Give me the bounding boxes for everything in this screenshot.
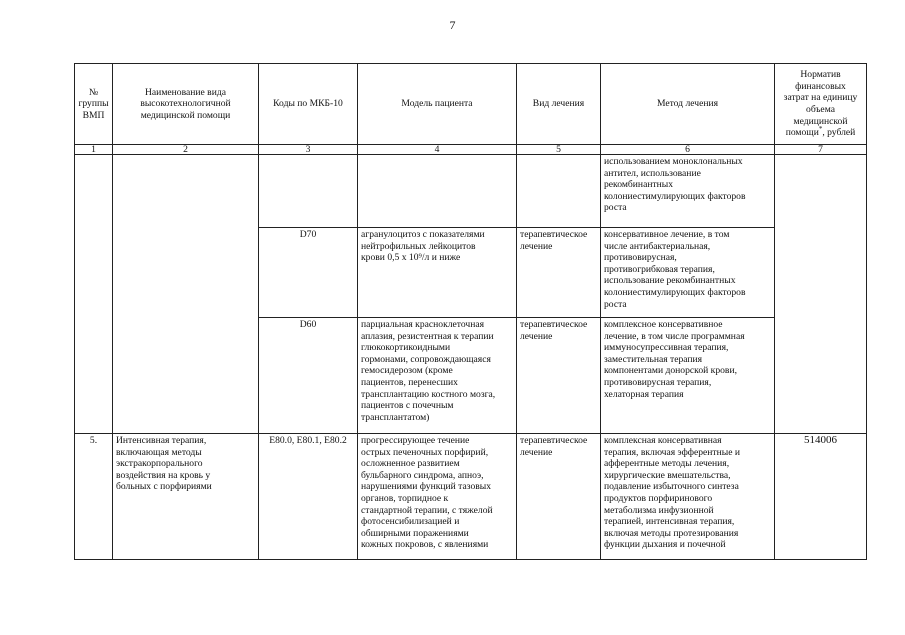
- column-number: 3: [259, 145, 358, 155]
- treatment-type-cell: терапевтическое лечение: [517, 318, 601, 434]
- treatment-method-cell: использованием моноклональных антител, использование рекомбинантных колониестимулирующих факторов роста: [601, 155, 775, 228]
- page-number: 7: [449, 18, 456, 32]
- group-number-cell: 5.: [75, 434, 113, 560]
- column-number: 2: [113, 145, 259, 155]
- header-patient-model: Модель пациента: [358, 64, 517, 145]
- treatment-method-cell: комплексная консервативная терапия, включая эфферентные и афферентные методы лечения, хирургические вмешательства, подавление избыточного синтеза продуктов порфиринового метаболизма инфузионной терапией, интенсивная терапия, включая методы протезирования функции дыхания и почечной: [601, 434, 775, 560]
- vmp-name-cell: [113, 155, 259, 434]
- header-icd-codes: Коды по МКБ-10: [259, 64, 358, 145]
- icd-codes-cell: D60: [259, 318, 358, 434]
- treatment-type-cell: [517, 155, 601, 228]
- patient-model-cell: [358, 155, 517, 228]
- column-number: 4: [358, 145, 517, 155]
- treatment-method-cell: консервативное лечение, в том числе антибактериальная, противовирусная, противогрибковая терапия, использование рекомбинантных колониестимулирующих факторов роста: [601, 228, 775, 318]
- icd-codes-cell: [259, 155, 358, 228]
- vmp-table: [74, 63, 867, 560]
- header-row: [75, 64, 867, 145]
- column-number: 6: [601, 145, 775, 155]
- patient-model-cell: парциальная красноклеточная аплазия, резистентная к терапии глюкокортикоидными гормонами, сопровождающаяся гемосидерозом (кроме пациентов, перенесших трансплантацию костного мозга, пациентов с почечным трансплантатом): [358, 318, 517, 434]
- header-cost-norm: Норматив финансовых затрат на единицу объема медицинской помощи*, рублей: [775, 64, 867, 145]
- column-number: 7: [775, 145, 867, 155]
- table-row: [75, 155, 867, 228]
- treatment-type-cell: терапевтическое лечение: [517, 228, 601, 318]
- table-row: [75, 434, 867, 560]
- icd-codes-cell: E80.0, E80.1, E80.2: [259, 434, 358, 560]
- patient-model-cell: прогрессирующее течение острых печеночных порфирий, осложненное развитием бульбарного синдрома, апноэ, нарушениями функций тазовых органов, торпидное к стандартной терапии, с тяжелой фотосенсибилизацией и обширными поражениями кожных покровов, с явлениями: [358, 434, 517, 560]
- header-vmp-name: Наименование вида высокотехнологичной медицинской помощи: [113, 64, 259, 145]
- header-treatment-type: Вид лечения: [517, 64, 601, 145]
- column-number-row: [75, 145, 867, 155]
- icd-codes-cell: D70: [259, 228, 358, 318]
- treatment-method-cell: комплексное консервативное лечение, в том числе программная иммуносупрессивная терапия, заместительная терапия компонентами донорской крови, противовирусная терапия, хелаторная терапия: [601, 318, 775, 434]
- column-number: 5: [517, 145, 601, 155]
- patient-model-cell: агранулоцитоз с показателями нейтрофильных лейкоцитов крови 0,5 x 10⁹/л и ниже: [358, 228, 517, 318]
- cost-norm-cell: [775, 155, 867, 434]
- column-number: 1: [75, 145, 113, 155]
- treatment-type-cell: терапевтическое лечение: [517, 434, 601, 560]
- cost-norm-cell: 514006: [775, 434, 867, 560]
- header-treatment-method: Метод лечения: [601, 64, 775, 145]
- vmp-name-cell: Интенсивная терапия, включающая методы экстракорпорального воздействия на кровь у больных с порфириями: [113, 434, 259, 560]
- group-number-cell: [75, 155, 113, 434]
- header-group-number: № группы ВМП: [75, 64, 113, 145]
